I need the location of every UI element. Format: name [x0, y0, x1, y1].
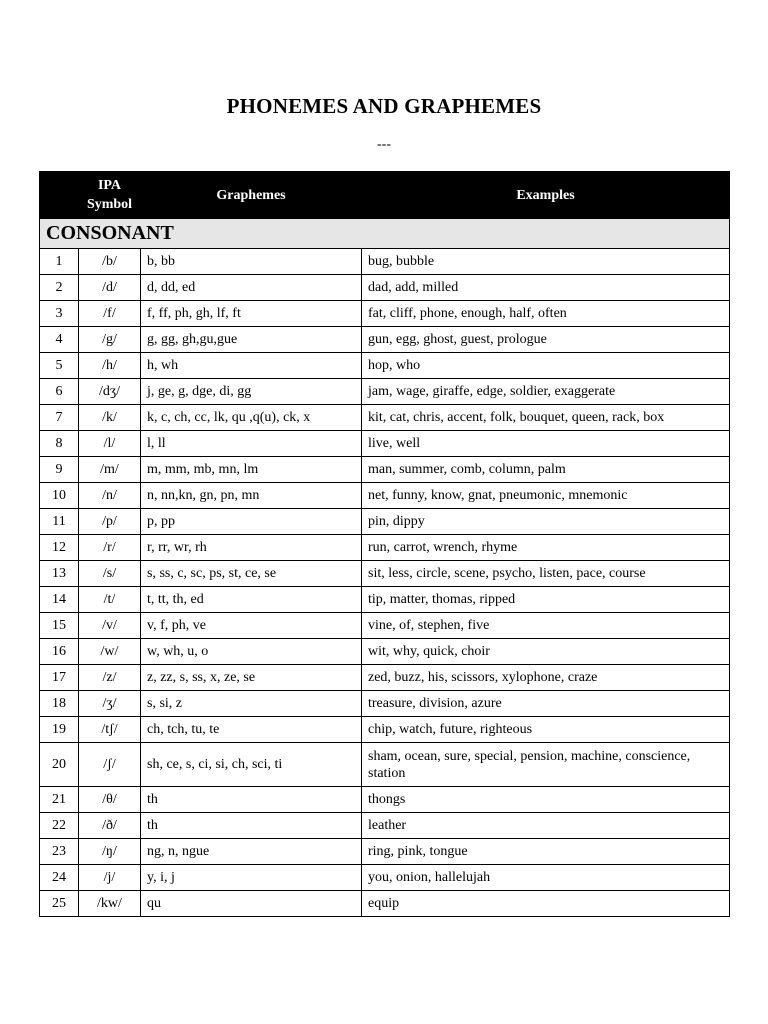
graphemes-cell: w, wh, u, o [141, 639, 362, 665]
ipa-symbol-cell: /ŋ/ [79, 839, 141, 865]
row-number-cell: 25 [40, 891, 79, 917]
ipa-symbol-cell: /m/ [79, 457, 141, 483]
ipa-symbol-cell: /j/ [79, 865, 141, 891]
row-number-cell: 10 [40, 483, 79, 509]
table-row [40, 891, 730, 917]
examples-cell: kit, cat, chris, accent, folk, bouquet, queen, rack, box [362, 405, 730, 431]
graphemes-cell: f, ff, ph, gh, lf, ft [141, 301, 362, 327]
row-number-cell: 7 [40, 405, 79, 431]
row-number-cell: 5 [40, 353, 79, 379]
row-number-cell: 14 [40, 587, 79, 613]
examples-cell: man, summer, comb, column, palm [362, 457, 730, 483]
table-row [40, 509, 730, 535]
ipa-symbol-cell: /ð/ [79, 813, 141, 839]
examples-cell: hop, who [362, 353, 730, 379]
examples-cell: vine, of, stephen, five [362, 613, 730, 639]
table-row [40, 327, 730, 353]
graphemes-cell: t, tt, th, ed [141, 587, 362, 613]
examples-cell: gun, egg, ghost, guest, prologue [362, 327, 730, 353]
table-row [40, 717, 730, 743]
row-number-cell: 1 [40, 249, 79, 275]
table-row [40, 249, 730, 275]
ipa-symbol-cell: /t/ [79, 587, 141, 613]
examples-cell: thongs [362, 787, 730, 813]
table-row [40, 431, 730, 457]
table-row [40, 839, 730, 865]
ipa-symbol-cell: /h/ [79, 353, 141, 379]
ipa-symbol-cell: /k/ [79, 405, 141, 431]
table-header-row [40, 172, 730, 219]
table-row [40, 379, 730, 405]
table-row [40, 787, 730, 813]
table-row [40, 535, 730, 561]
table-row [40, 353, 730, 379]
ipa-symbol-cell: /s/ [79, 561, 141, 587]
ipa-symbol-cell: /n/ [79, 483, 141, 509]
page-title: PHONEMES AND GRAPHEMES [226, 94, 542, 118]
graphemes-cell: s, si, z [141, 691, 362, 717]
table-row [40, 483, 730, 509]
graphemes-cell: th [141, 813, 362, 839]
table-row [40, 813, 730, 839]
table-row [40, 405, 730, 431]
graphemes-cell: r, rr, wr, rh [141, 535, 362, 561]
graphemes-cell: l, ll [141, 431, 362, 457]
row-number-cell: 6 [40, 379, 79, 405]
phoneme-table [39, 171, 730, 917]
row-number-cell: 8 [40, 431, 79, 457]
graphemes-cell: qu [141, 891, 362, 917]
examples-cell: net, funny, know, gnat, pneumonic, mnemonic [362, 483, 730, 509]
header-examples: Examples [362, 172, 730, 219]
header-number [40, 172, 79, 219]
ipa-symbol-cell: /ʒ/ [79, 691, 141, 717]
row-number-cell: 18 [40, 691, 79, 717]
table-row [40, 613, 730, 639]
ipa-symbol-cell: /p/ [79, 509, 141, 535]
row-number-cell: 23 [40, 839, 79, 865]
graphemes-cell: p, pp [141, 509, 362, 535]
graphemes-cell: z, zz, s, ss, x, ze, se [141, 665, 362, 691]
row-number-cell: 21 [40, 787, 79, 813]
table-row [40, 743, 730, 787]
examples-cell: pin, dippy [362, 509, 730, 535]
table-row [40, 587, 730, 613]
header-graphemes: Graphemes [141, 172, 362, 219]
graphemes-cell: th [141, 787, 362, 813]
section-row-consonant [40, 219, 730, 249]
graphemes-cell: m, mm, mb, mn, lm [141, 457, 362, 483]
examples-cell: run, carrot, wrench, rhyme [362, 535, 730, 561]
title-divider: --- [377, 137, 391, 152]
examples-cell: sit, less, circle, scene, psycho, listen, pace, course [362, 561, 730, 587]
table-row [40, 301, 730, 327]
row-number-cell: 2 [40, 275, 79, 301]
row-number-cell: 9 [40, 457, 79, 483]
row-number-cell: 19 [40, 717, 79, 743]
ipa-symbol-cell: /z/ [79, 665, 141, 691]
row-number-cell: 17 [40, 665, 79, 691]
table-row [40, 691, 730, 717]
table-row [40, 275, 730, 301]
row-number-cell: 4 [40, 327, 79, 353]
table-row [40, 665, 730, 691]
row-number-cell: 3 [40, 301, 79, 327]
ipa-symbol-cell: /tʃ/ [79, 717, 141, 743]
header-ipa-symbol: IPA Symbol [79, 172, 141, 219]
ipa-symbol-cell: /dʒ/ [79, 379, 141, 405]
examples-cell: live, well [362, 431, 730, 457]
row-number-cell: 22 [40, 813, 79, 839]
row-number-cell: 24 [40, 865, 79, 891]
row-number-cell: 13 [40, 561, 79, 587]
table-row [40, 639, 730, 665]
row-number-cell: 11 [40, 509, 79, 535]
examples-cell: bug, bubble [362, 249, 730, 275]
examples-cell: ring, pink, tongue [362, 839, 730, 865]
ipa-symbol-cell: /f/ [79, 301, 141, 327]
examples-cell: chip, watch, future, righteous [362, 717, 730, 743]
row-number-cell: 20 [40, 743, 79, 787]
graphemes-cell: k, c, ch, cc, lk, qu ,q(u), ck, x [141, 405, 362, 431]
ipa-symbol-cell: /d/ [79, 275, 141, 301]
examples-cell: tip, matter, thomas, ripped [362, 587, 730, 613]
row-number-cell: 15 [40, 613, 79, 639]
graphemes-cell: b, bb [141, 249, 362, 275]
table-row [40, 457, 730, 483]
row-number-cell: 16 [40, 639, 79, 665]
table-row [40, 561, 730, 587]
examples-cell: treasure, division, azure [362, 691, 730, 717]
graphemes-cell: n, nn,kn, gn, pn, mn [141, 483, 362, 509]
graphemes-cell: s, ss, c, sc, ps, st, ce, se [141, 561, 362, 587]
examples-cell: zed, buzz, his, scissors, xylophone, craze [362, 665, 730, 691]
graphemes-cell: sh, ce, s, ci, si, ch, sci, ti [141, 743, 362, 787]
graphemes-cell: h, wh [141, 353, 362, 379]
ipa-symbol-cell: /r/ [79, 535, 141, 561]
graphemes-cell: d, dd, ed [141, 275, 362, 301]
examples-cell: fat, cliff, phone, enough, half, often [362, 301, 730, 327]
ipa-symbol-cell: /v/ [79, 613, 141, 639]
ipa-symbol-cell: /l/ [79, 431, 141, 457]
graphemes-cell: ng, n, ngue [141, 839, 362, 865]
ipa-symbol-cell: /ʃ/ [79, 743, 141, 787]
graphemes-cell: g, gg, gh,gu,gue [141, 327, 362, 353]
examples-cell: you, onion, hallelujah [362, 865, 730, 891]
examples-cell: dad, add, milled [362, 275, 730, 301]
ipa-symbol-cell: /g/ [79, 327, 141, 353]
row-number-cell: 12 [40, 535, 79, 561]
graphemes-cell: v, f, ph, ve [141, 613, 362, 639]
examples-cell: sham, ocean, sure, special, pension, machine, conscience, station [362, 743, 730, 787]
section-label: CONSONANT [40, 219, 730, 249]
examples-cell: equip [362, 891, 730, 917]
ipa-symbol-cell: /kw/ [79, 891, 141, 917]
graphemes-cell: j, ge, g, dge, di, gg [141, 379, 362, 405]
graphemes-cell: ch, tch, tu, te [141, 717, 362, 743]
ipa-symbol-cell: /w/ [79, 639, 141, 665]
ipa-symbol-cell: /b/ [79, 249, 141, 275]
graphemes-cell: y, i, j [141, 865, 362, 891]
examples-cell: wit, why, quick, choir [362, 639, 730, 665]
table-row [40, 865, 730, 891]
examples-cell: leather [362, 813, 730, 839]
ipa-symbol-cell: /θ/ [79, 787, 141, 813]
examples-cell: jam, wage, giraffe, edge, soldier, exaggerate [362, 379, 730, 405]
